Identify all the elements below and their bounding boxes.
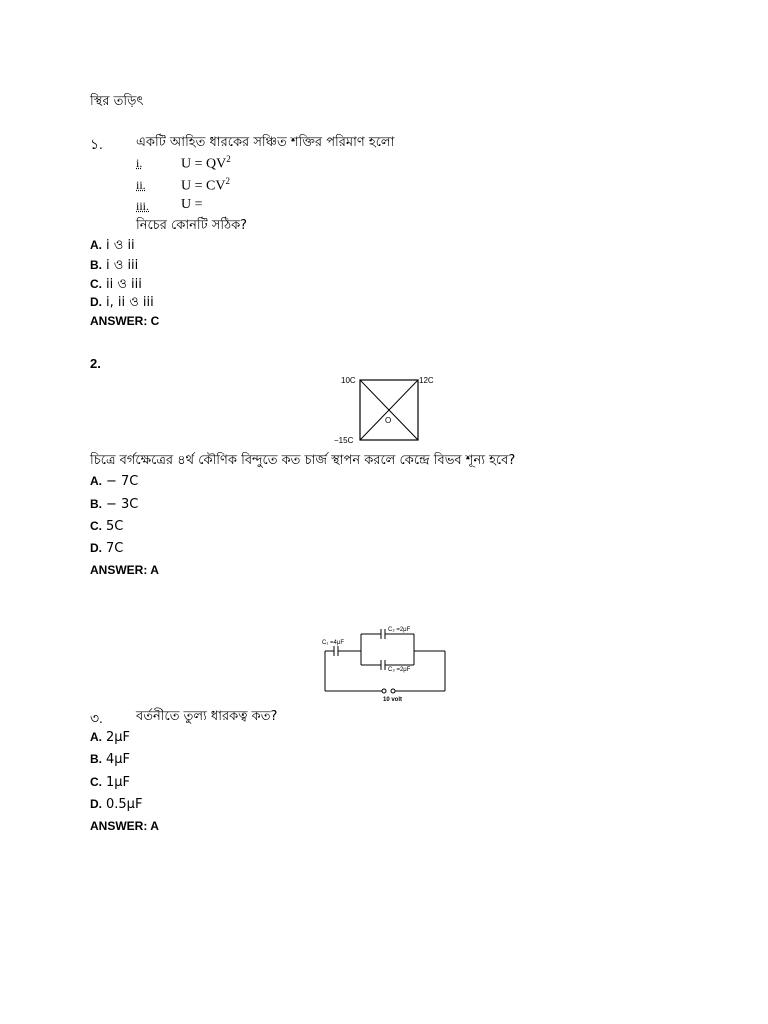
statement-2-rhs: CV [206,178,226,194]
charge-top-left: 10C [341,376,356,385]
statement-1-formula [181,154,231,173]
statement-2-formula [181,176,230,195]
statement-1-lhs: U = [181,156,203,172]
statement-2-sup: 2 [225,176,230,186]
q1-option-c: C. ii ও iii [90,277,142,292]
statement-2-label: ii. [136,178,146,192]
statement-3-formula [181,197,203,213]
statement-1-sup: 2 [226,154,231,164]
c3-label: C₃ =2μF [388,667,411,673]
center-label: O [385,416,392,425]
c1-label: C₁ =4μF [322,640,344,646]
question-2-text: চিত্রে বর্গক্ষেত্রের ৪র্থ কৌণিক বিন্দুতে কত চার্জ স্থাপন করলে কেন্দ্রে বিভব শূন্য হবে? [90,453,516,468]
statement-2-lhs: U = [181,178,203,194]
q1-option-d: D. i, ii ও iii [90,295,154,310]
q3-answer: ANSWER: A [90,819,159,833]
q2-option-a: A. − 7C [90,474,139,489]
q1-option-a: A. i ও ii [90,238,135,253]
charge-top-right: 12C [419,376,434,385]
statement-1-label: i. [136,156,143,170]
question-1-prompt: নিচের কোনটি সঠিক? [136,218,248,233]
q3-option-a: A. 2μF [90,730,131,745]
question-2-number: 2. [90,356,101,371]
q2-option-d: D. 7C [90,541,124,556]
section-title: স্থির তড়িৎ [90,94,144,109]
q3-option-b: B. 4μF [90,752,131,767]
question-3-number: ৩. [90,712,103,727]
charge-bottom-left: −15C [334,436,354,445]
q3-option-d: D. 0.5μF [90,797,143,812]
statement-3-lhs: U = [181,197,203,212]
q1-option-b: B. i ও iii [90,258,139,273]
question-1-number: ১. [90,138,103,153]
source-label: 10 volt [383,697,403,703]
terminal-right [391,689,395,693]
statement-3-label: iii. [136,199,150,213]
square-charge-figure [330,370,440,450]
question-3-text: বর্তনীতে তুল্য ধারকত্ব কত? [136,709,278,724]
q2-option-c: C. 5C [90,519,124,534]
q1-answer: ANSWER: C [90,314,160,328]
question-1-text: একটি আহিত ধারকের সঞ্চিত শক্তির পরিমাণ হলো [136,135,395,150]
q2-answer: ANSWER: A [90,563,159,577]
q3-option-c: C. 1μF [90,775,131,790]
capacitor-circuit-figure [318,620,453,705]
c2-label: C₂ =2μF [388,627,411,633]
q2-option-b: B. − 3C [90,497,139,512]
statement-1-rhs: QV [206,156,227,172]
terminal-left [382,689,386,693]
